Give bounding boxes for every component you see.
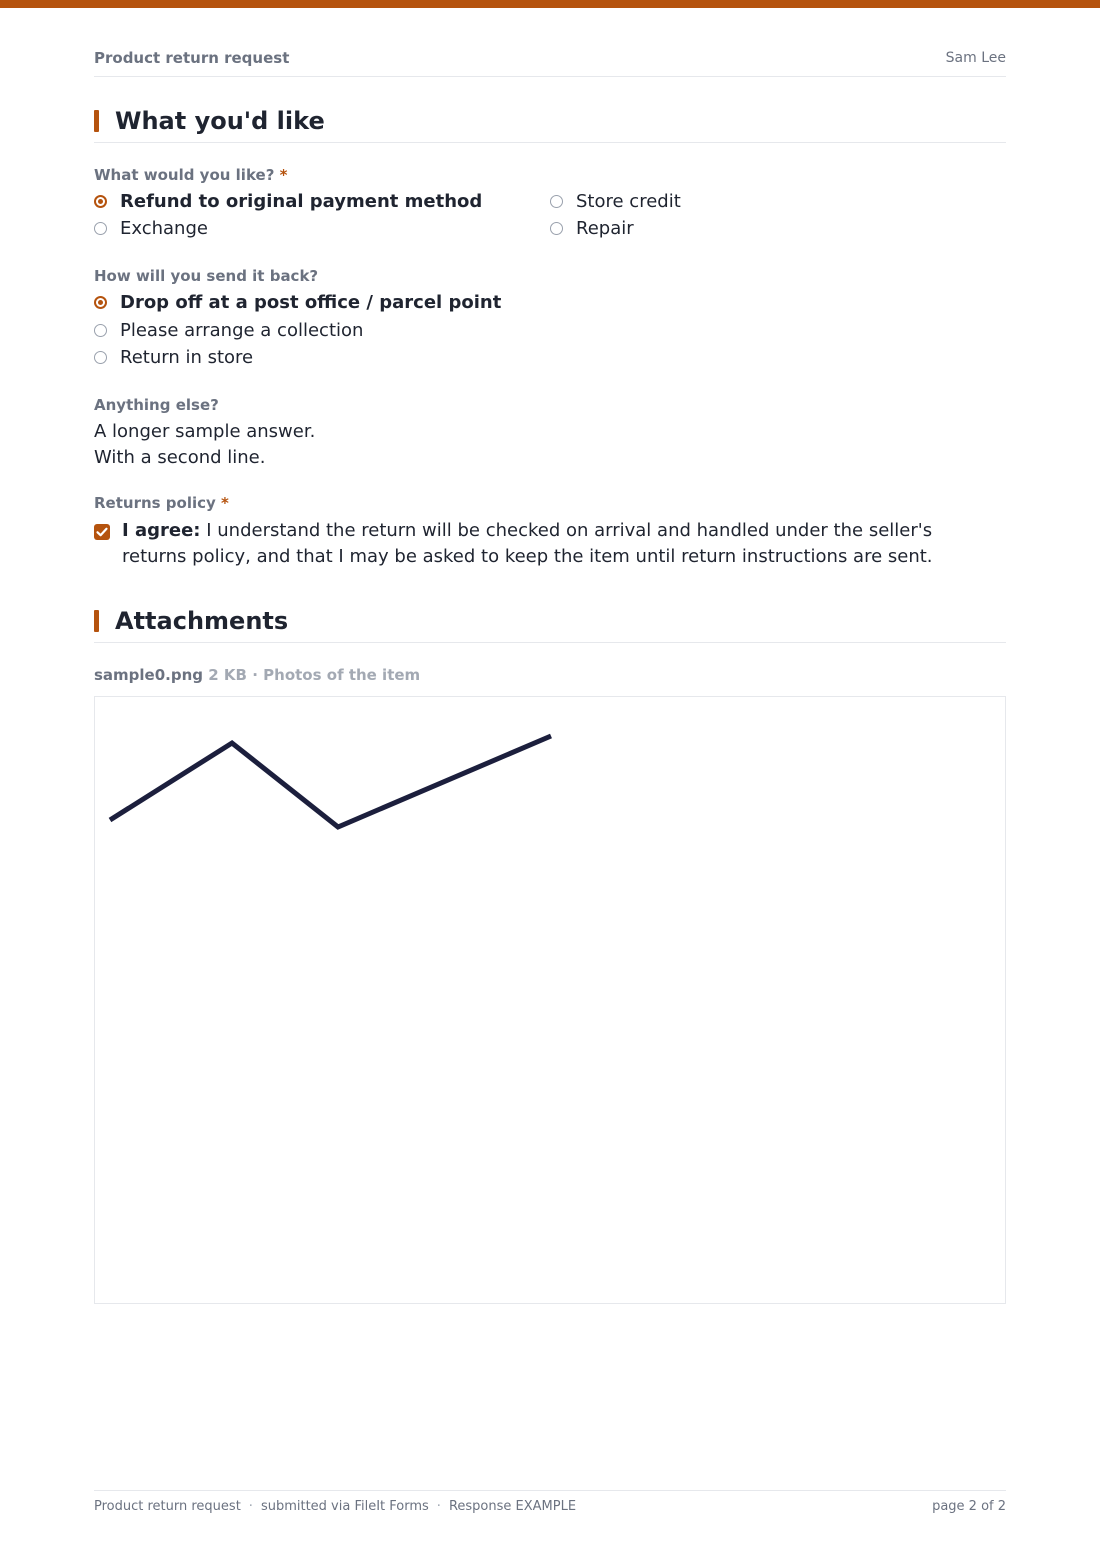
- option-label: Please arrange a collection: [120, 320, 364, 341]
- radio-unselected-icon[interactable]: [550, 222, 563, 235]
- question-text: What would you like?: [94, 166, 275, 184]
- checkmark-icon: [94, 524, 110, 540]
- radio-unselected-icon[interactable]: [550, 195, 563, 208]
- notes-answer-line-2: With a second line.: [94, 447, 266, 468]
- radio-unselected-icon[interactable]: [94, 351, 107, 364]
- section-accent-bar: [94, 110, 99, 132]
- option-label: Return in store: [120, 347, 254, 368]
- accent-top-bar: [0, 0, 1100, 8]
- question-text: How will you send it back?: [94, 267, 319, 285]
- footer-info: [94, 1499, 576, 1514]
- required-asterisk: *: [279, 166, 288, 184]
- radio-unselected-icon[interactable]: [94, 222, 107, 235]
- question-text: Anything else?: [94, 396, 219, 414]
- attachment-size: 2 KB: [208, 666, 247, 684]
- section-title-attachments: Attachments: [115, 607, 289, 635]
- section-header-preferences: [94, 106, 1006, 143]
- footer-submitted: submitted via FileIt Forms: [260, 1499, 429, 1514]
- option-label: Exchange: [120, 218, 208, 239]
- option-label: Repair: [576, 218, 634, 239]
- page-header: [94, 48, 1006, 77]
- notes-answer-line-1: A longer sample answer.: [94, 421, 316, 442]
- required-asterisk: *: [221, 494, 229, 512]
- agreement-body: I understand the return will be checked on arrival and handled under the seller's returns policy, and that I may be asked to keep the item until return instructions are sent.: [122, 520, 933, 567]
- radio-unselected-icon[interactable]: [94, 324, 107, 337]
- section-title-preferences: What you'd like: [115, 107, 325, 135]
- section-accent-bar: [94, 610, 99, 632]
- attachment-meta: [94, 665, 420, 685]
- question-text: Returns policy: [94, 494, 216, 512]
- option-label: Drop off at a post office / parcel point: [120, 292, 502, 313]
- meta-separator: ·: [252, 666, 258, 684]
- footer-page-number: page 2 of 2: [932, 1499, 1006, 1514]
- question-label-policy: [94, 493, 229, 513]
- question-label-notes: [94, 395, 219, 415]
- option-label: Store credit: [576, 191, 681, 212]
- sketch-image: [95, 697, 1005, 1303]
- footer-separator: ·: [248, 1499, 253, 1514]
- document-title: Product return request: [94, 49, 290, 67]
- footer-separator: ·: [436, 1499, 441, 1514]
- option-label: Refund to original payment method: [120, 191, 483, 212]
- question-label-shipping: [94, 266, 318, 286]
- checkbox-checked-icon[interactable]: [94, 524, 110, 540]
- attachment-image-preview[interactable]: [94, 696, 1006, 1304]
- question-label-resolution: [94, 165, 288, 185]
- agree-label: I agree:: [122, 520, 201, 541]
- footer-response: Response EXAMPLE: [448, 1499, 577, 1514]
- page-footer: [94, 1490, 1006, 1521]
- respondent-name: Sam Lee: [945, 50, 1006, 66]
- footer-form-name: Product return request: [94, 1499, 241, 1514]
- agreement-text: [122, 518, 992, 570]
- attachment-filename[interactable]: sample0.png: [94, 666, 204, 684]
- radio-selected-icon[interactable]: [94, 296, 107, 309]
- section-header-attachments: [94, 606, 1006, 643]
- sketch-stroke: [110, 736, 551, 827]
- attachment-description: Photos of the item: [263, 666, 421, 684]
- radio-selected-icon[interactable]: [94, 195, 107, 208]
